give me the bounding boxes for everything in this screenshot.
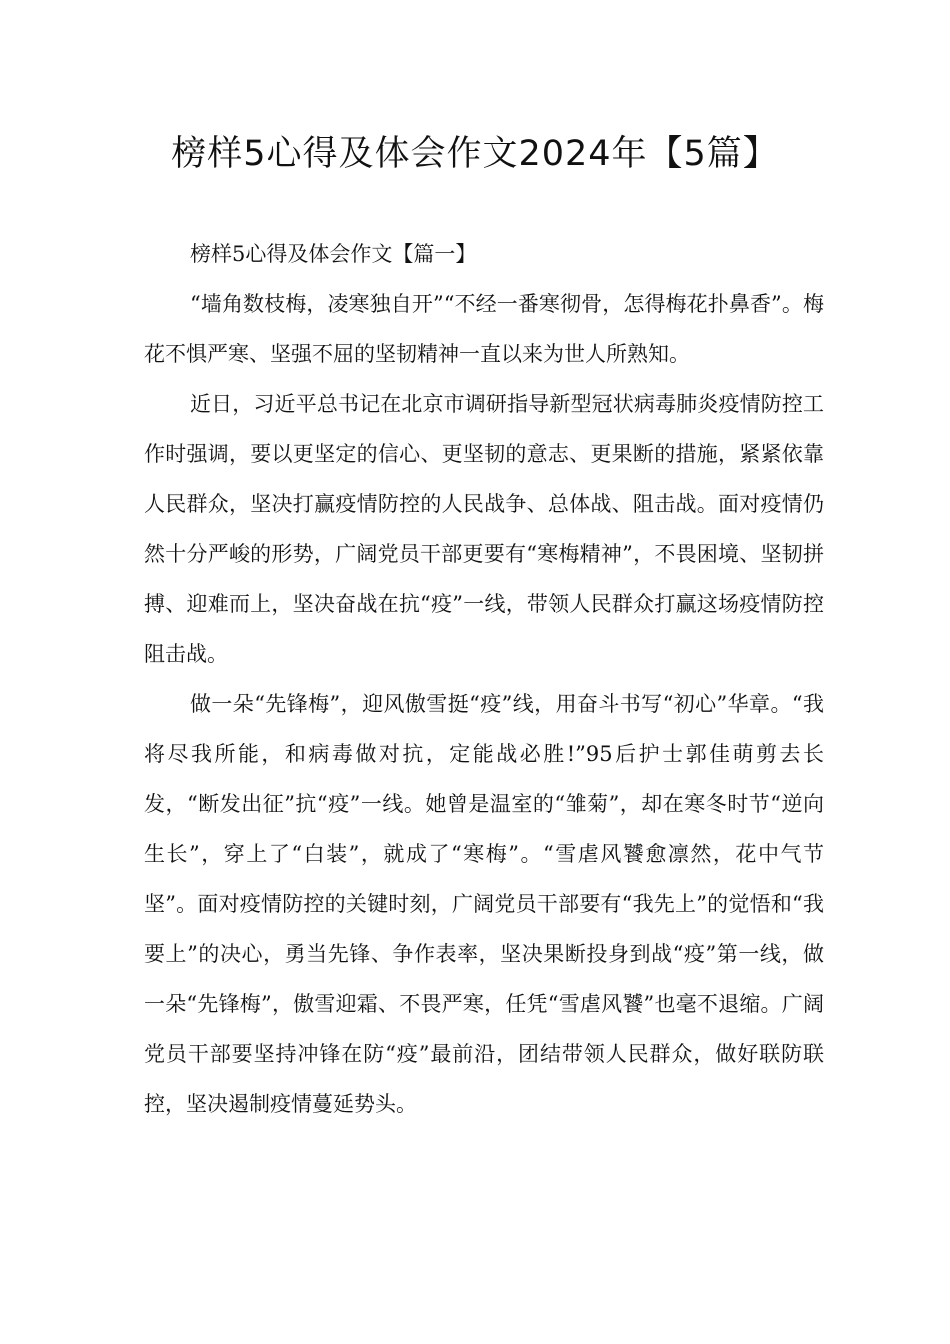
paragraph-2: 近日，习近平总书记在北京市调研指导新型冠状病毒肺炎疫情防控工作时强调，要以更坚定的信心、更坚韧的意志、更果断的措施，紧紧依靠人民群众，坚决打赢疫情防控的人民战争、总体战、阻击战。面对疫情仍然十分严峻的形势，广阔党员干部更要有“寒梅精神”，不畏困境、坚韧拼搏、迎难而上，坚决奋战在抗“疫”一线，带领人民群众打赢这场疫情防控阻击战。	[144, 392, 824, 666]
section-heading: 榜样5心得及体会作文【篇一】	[190, 242, 477, 266]
document-body	[144, 229, 824, 1129]
paragraph-1: “墙角数枝梅，凌寒独自开”“不经一番寒彻骨，怎得梅花扑鼻香”。梅花不惧严寒、坚强不屈的坚韧精神一直以来为世人所熟知。	[144, 292, 824, 366]
paragraph-3: 做一朵“先锋梅”，迎风傲雪挺“疫”线，用奋斗书写“初心”华章。“我将尽我所能，和病毒做对抗，定能战必胜!”95后护士郭佳萌剪去长发，“断发出征”抗“疫”一线。她曾是温室的“雏菊”，却在寒冬时节“逆向生长”，穿上了“白装”，就成了“寒梅”。“雪虐风饕愈凛然，花中气节坚”。面对疫情防控的关键时刻，广阔党员干部要有“我先上”的觉悟和“我要上”的决心，勇当先锋、争作表率，坚决果断投身到战“疫”第一线，做一朵“先锋梅”，傲雪迎霜、不畏严寒，任凭“雪虐风饕”也毫不退缩。广阔党员干部要坚持冲锋在防“疫”最前沿，团结带领人民群众，做好联防联控，坚决遏制疫情蔓延势头。	[144, 692, 824, 1116]
document-title: 榜样5心得及体会作文2024年【5篇】	[171, 134, 779, 174]
